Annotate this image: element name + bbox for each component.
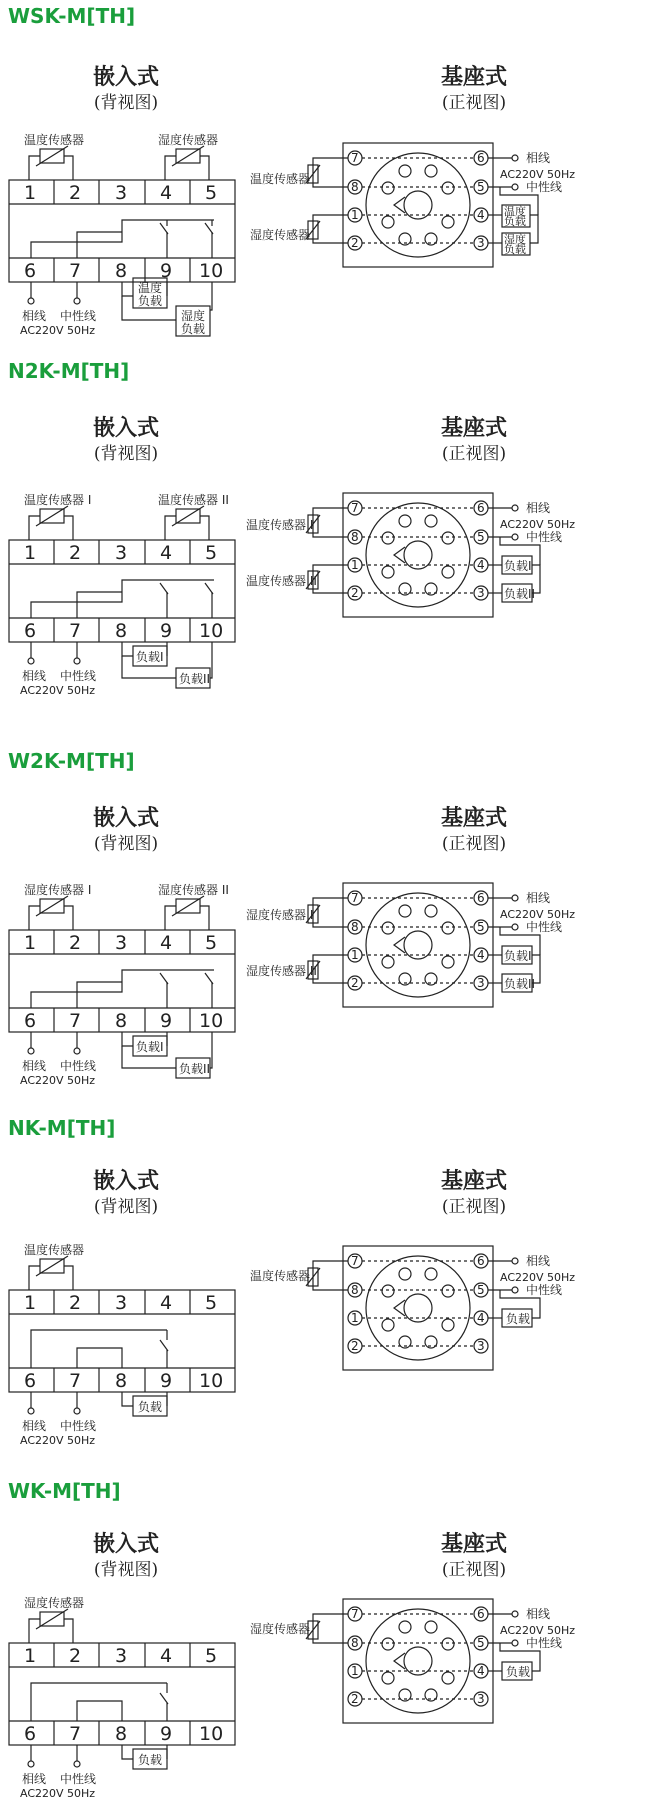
load-2-label: 负载II — [179, 672, 211, 686]
embedded-title: 嵌入式 — [92, 1531, 159, 1557]
sensor-left-label: 温度传感器 — [24, 1243, 85, 1257]
base-neutral-label: 中性线 — [526, 1636, 563, 1650]
base-load-1-label: 负载I — [504, 949, 532, 963]
terminal-4: 4 — [160, 1645, 173, 1667]
pin-6: 6 — [477, 151, 485, 165]
terminal-10: 10 — [199, 1370, 224, 1392]
base-subtitle: (正视图) — [441, 1197, 507, 1217]
pin-8: 8 — [351, 180, 359, 194]
base-wiring-diagram — [250, 1238, 660, 1388]
neutral-label: 中性线 — [60, 669, 97, 683]
wiring-section-nk — [0, 1112, 661, 1462]
phase-label: 相线 — [22, 309, 47, 323]
terminal-6: 6 — [24, 620, 37, 642]
terminal-10: 10 — [199, 260, 224, 282]
base-neutral-label: 中性线 — [526, 920, 563, 934]
base-sensor-bottom-label: 湿度传感器 — [250, 228, 311, 242]
wiring-section-n2k — [0, 355, 661, 735]
base-wiring-diagram — [250, 135, 660, 285]
base-wiring-diagram — [246, 485, 660, 635]
terminal-6: 6 — [24, 260, 37, 282]
terminal-4: 4 — [160, 932, 173, 954]
base-title: 基座式 — [440, 415, 507, 441]
base-power-label: AC220V 50Hz — [500, 908, 576, 921]
base-phase-label: 相线 — [526, 501, 551, 515]
phase-label: 相线 — [22, 1419, 47, 1433]
terminal-1: 1 — [24, 1292, 37, 1314]
embedded-subtitle: (背视图) — [93, 1197, 159, 1217]
terminal-4: 4 — [160, 1292, 173, 1314]
base-power-label: AC220V 50Hz — [500, 518, 576, 531]
pin-1: 1 — [351, 558, 359, 572]
terminal-3: 3 — [115, 1645, 128, 1667]
terminal-8: 8 — [115, 1723, 128, 1745]
pin-4: 4 — [477, 558, 485, 572]
terminal-10: 10 — [199, 1010, 224, 1032]
base-power-label: AC220V 50Hz — [500, 1624, 576, 1637]
pin-7: 7 — [351, 891, 359, 905]
neutral-label: 中性线 — [60, 309, 97, 323]
phase-label: 相线 — [22, 669, 47, 683]
terminal-2: 2 — [69, 182, 82, 204]
terminal-3: 3 — [115, 932, 128, 954]
base-load-1-label: 负载 — [506, 1665, 531, 1679]
neutral-label: 中性线 — [60, 1059, 97, 1073]
base-load-2-label: 负载II — [504, 977, 536, 991]
pin-2: 2 — [351, 586, 359, 600]
terminal-1: 1 — [24, 932, 37, 954]
power-label: AC220V 50Hz — [20, 684, 96, 697]
embedded-wiring-diagram — [0, 480, 250, 697]
base-title: 基座式 — [440, 64, 507, 90]
base-title: 基座式 — [440, 1168, 507, 1194]
pin-4: 4 — [477, 1311, 485, 1325]
pin-1: 1 — [351, 1664, 359, 1678]
model-title: WSK-M[TH] — [8, 4, 136, 28]
pin-3: 3 — [477, 1692, 485, 1706]
load-1-line-1: 温度 — [138, 281, 163, 295]
embedded-wiring-diagram — [0, 120, 250, 337]
base-wiring-diagram — [246, 875, 660, 1025]
terminal-6: 6 — [24, 1723, 37, 1745]
terminal-5: 5 — [205, 182, 218, 204]
terminal-5: 5 — [205, 1292, 218, 1314]
pin-5: 5 — [477, 180, 485, 194]
terminal-5: 5 — [205, 932, 218, 954]
pin-6: 6 — [477, 891, 485, 905]
model-title: N2K-M[TH] — [8, 359, 130, 383]
embedded-subtitle: (背视图) — [93, 93, 159, 113]
pin-5: 5 — [477, 530, 485, 544]
pin-7: 7 — [351, 1254, 359, 1268]
base-neutral-label: 中性线 — [526, 1283, 563, 1297]
pin-4: 4 — [477, 208, 485, 222]
sensor-left-label: 湿度传感器 — [24, 1596, 85, 1610]
base-sensor-top-label: 温度传感器 I — [246, 518, 314, 532]
base-load-1-line-1: 温度 — [504, 205, 526, 218]
pin-5: 5 — [477, 1636, 485, 1650]
pin-3: 3 — [477, 976, 485, 990]
base-subtitle: (正视图) — [441, 444, 507, 464]
pin-2: 2 — [351, 976, 359, 990]
pin-6: 6 — [477, 1254, 485, 1268]
load-2-line-2: 负载 — [181, 322, 206, 336]
wiring-section-wk — [0, 1475, 661, 1810]
load-1-label: 负载I — [136, 650, 164, 664]
terminal-9: 9 — [160, 1370, 173, 1392]
sensor-left-label: 温度传感器 I — [24, 493, 92, 507]
embedded-subtitle: (背视图) — [93, 834, 159, 854]
pin-1: 1 — [351, 208, 359, 222]
embedded-title: 嵌入式 — [92, 415, 159, 441]
base-subtitle: (正视图) — [441, 93, 507, 113]
model-title: W2K-M[TH] — [8, 749, 135, 773]
sensor-right-label: 湿度传感器 II — [158, 883, 229, 897]
terminal-6: 6 — [24, 1370, 37, 1392]
base-load-1-label: 负载I — [504, 559, 532, 573]
embedded-subtitle: (背视图) — [93, 444, 159, 464]
base-sensor-bottom-label: 温度传感器 II — [246, 574, 317, 588]
base-sensor-bottom-label: 湿度传感器 II — [246, 964, 317, 978]
neutral-label: 中性线 — [60, 1772, 97, 1786]
power-label: AC220V 50Hz — [20, 1787, 96, 1800]
embedded-wiring-diagram — [0, 870, 250, 1087]
power-label: AC220V 50Hz — [20, 1074, 96, 1087]
load-2-label: 负载II — [179, 1062, 211, 1076]
base-phase-label: 相线 — [526, 151, 551, 165]
pin-3: 3 — [477, 1339, 485, 1353]
base-load-2-line-2: 负载 — [504, 243, 526, 256]
base-phase-label: 相线 — [526, 1607, 551, 1621]
wiring-section-w2k — [0, 745, 661, 1125]
terminal-2: 2 — [69, 932, 82, 954]
terminal-2: 2 — [69, 542, 82, 564]
pin-2: 2 — [351, 236, 359, 250]
terminal-2: 2 — [69, 1292, 82, 1314]
base-load-1-line-2: 负载 — [504, 215, 526, 228]
base-subtitle: (正视图) — [441, 834, 507, 854]
terminal-10: 10 — [199, 620, 224, 642]
base-load-1-label: 负载 — [506, 1312, 531, 1326]
pin-4: 4 — [477, 948, 485, 962]
pin-2: 2 — [351, 1339, 359, 1353]
terminal-7: 7 — [69, 1370, 82, 1392]
pin-6: 6 — [477, 501, 485, 515]
base-subtitle: (正视图) — [441, 1560, 507, 1580]
terminal-4: 4 — [160, 182, 173, 204]
terminal-3: 3 — [115, 182, 128, 204]
phase-label: 相线 — [22, 1772, 47, 1786]
sensor-left-label: 湿度传感器 I — [24, 883, 92, 897]
terminal-6: 6 — [24, 1010, 37, 1032]
base-neutral-label: 中性线 — [526, 180, 563, 194]
load-1-label: 负载I — [136, 1040, 164, 1054]
terminal-8: 8 — [115, 1370, 128, 1392]
terminal-5: 5 — [205, 1645, 218, 1667]
phase-label: 相线 — [22, 1059, 47, 1073]
embedded-subtitle: (背视图) — [93, 1560, 159, 1580]
terminal-8: 8 — [115, 1010, 128, 1032]
terminal-1: 1 — [24, 542, 37, 564]
terminal-7: 7 — [69, 620, 82, 642]
pin-7: 7 — [351, 501, 359, 515]
base-title: 基座式 — [440, 1531, 507, 1557]
pin-7: 7 — [351, 151, 359, 165]
load-1-label: 负载 — [138, 1753, 163, 1767]
terminal-8: 8 — [115, 620, 128, 642]
load-1-line-2: 负载 — [138, 294, 163, 308]
base-load-2-line-1: 湿度 — [504, 233, 526, 246]
terminal-8: 8 — [115, 260, 128, 282]
embedded-wiring-diagram — [0, 1230, 250, 1447]
terminal-3: 3 — [115, 1292, 128, 1314]
base-wiring-diagram — [250, 1591, 660, 1741]
base-neutral-label: 中性线 — [526, 530, 563, 544]
power-label: AC220V 50Hz — [20, 324, 96, 337]
base-sensor-top-label: 温度传感器 — [250, 172, 311, 186]
terminal-1: 1 — [24, 1645, 37, 1667]
power-label: AC220V 50Hz — [20, 1434, 96, 1447]
pin-2: 2 — [351, 1692, 359, 1706]
sensor-right-label: 湿度传感器 — [158, 133, 219, 147]
embedded-wiring-diagram — [0, 1583, 250, 1800]
terminal-9: 9 — [160, 620, 173, 642]
base-title: 基座式 — [440, 805, 507, 831]
embedded-title: 嵌入式 — [92, 1168, 159, 1194]
pin-8: 8 — [351, 1283, 359, 1297]
base-sensor-top-label: 湿度传感器 I — [246, 908, 314, 922]
pin-7: 7 — [351, 1607, 359, 1621]
base-phase-label: 相线 — [526, 1254, 551, 1268]
base-power-label: AC220V 50Hz — [500, 168, 576, 181]
terminal-5: 5 — [205, 542, 218, 564]
model-title: NK-M[TH] — [8, 1116, 116, 1140]
terminal-7: 7 — [69, 260, 82, 282]
pin-8: 8 — [351, 920, 359, 934]
pin-8: 8 — [351, 1636, 359, 1650]
sensor-right-label: 温度传感器 II — [158, 493, 229, 507]
pin-8: 8 — [351, 530, 359, 544]
pin-3: 3 — [477, 236, 485, 250]
model-title: WK-M[TH] — [8, 1479, 121, 1503]
base-sensor-top-label: 湿度传感器 — [250, 1622, 311, 1636]
sensor-left-label: 温度传感器 — [24, 133, 85, 147]
base-phase-label: 相线 — [526, 891, 551, 905]
load-2-line-1: 湿度 — [181, 309, 206, 323]
load-1-label: 负载 — [138, 1400, 163, 1414]
terminal-9: 9 — [160, 260, 173, 282]
pin-1: 1 — [351, 1311, 359, 1325]
terminal-3: 3 — [115, 542, 128, 564]
terminal-7: 7 — [69, 1723, 82, 1745]
terminal-2: 2 — [69, 1645, 82, 1667]
pin-6: 6 — [477, 1607, 485, 1621]
wiring-section-wsk — [0, 0, 661, 360]
pin-4: 4 — [477, 1664, 485, 1678]
pin-5: 5 — [477, 920, 485, 934]
pin-1: 1 — [351, 948, 359, 962]
terminal-4: 4 — [160, 542, 173, 564]
base-sensor-top-label: 温度传感器 — [250, 1269, 311, 1283]
embedded-title: 嵌入式 — [92, 805, 159, 831]
pin-5: 5 — [477, 1283, 485, 1297]
base-load-2-label: 负载II — [504, 587, 536, 601]
pin-3: 3 — [477, 586, 485, 600]
terminal-9: 9 — [160, 1010, 173, 1032]
terminal-7: 7 — [69, 1010, 82, 1032]
terminal-1: 1 — [24, 182, 37, 204]
terminal-9: 9 — [160, 1723, 173, 1745]
base-power-label: AC220V 50Hz — [500, 1271, 576, 1284]
neutral-label: 中性线 — [60, 1419, 97, 1433]
embedded-title: 嵌入式 — [92, 64, 159, 90]
terminal-10: 10 — [199, 1723, 224, 1745]
